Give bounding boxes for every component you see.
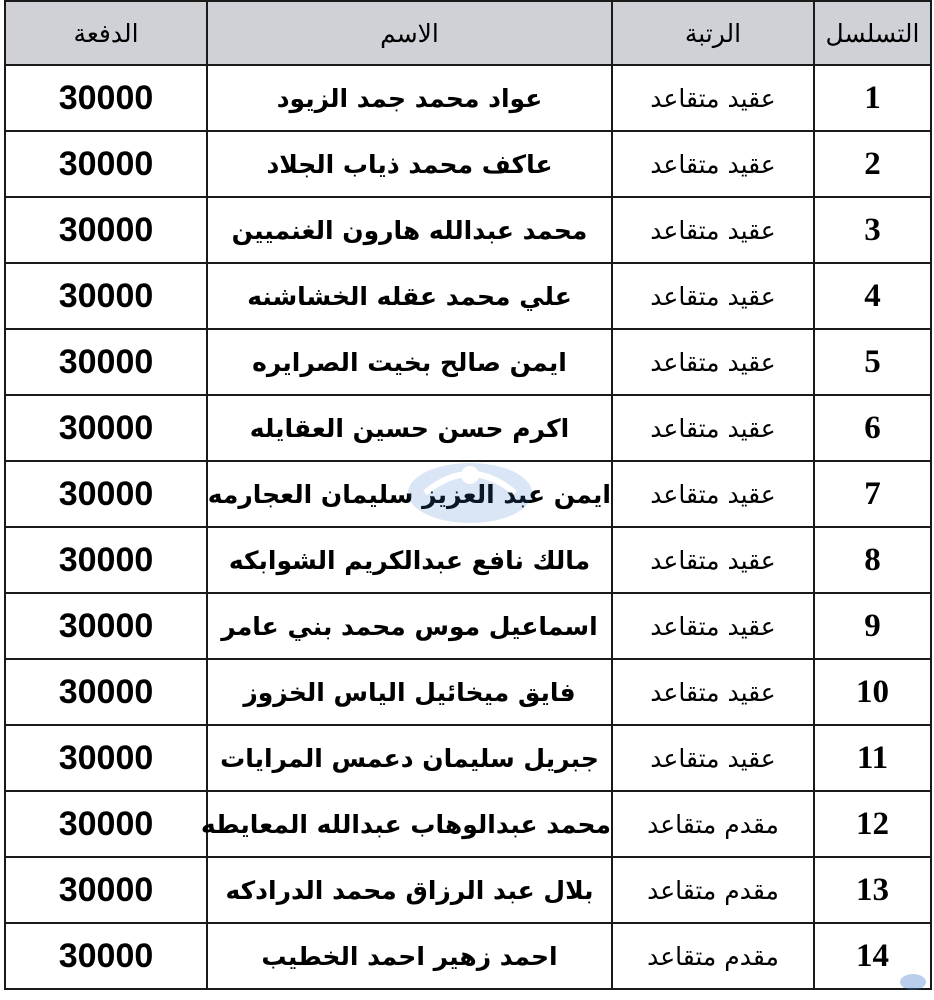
payment-cell: 30000 — [5, 197, 207, 263]
name-cell: احمد زهير احمد الخطيب — [207, 923, 612, 989]
table-row — [5, 791, 931, 857]
serial-cell: 1 — [814, 65, 931, 131]
name-cell: مالك نافع عبدالكريم الشوابكه — [207, 527, 612, 593]
table-row — [5, 131, 931, 197]
rank-cell: عقيد متقاعد — [612, 131, 814, 197]
rank-cell: عقيد متقاعد — [612, 659, 814, 725]
table-row — [5, 923, 931, 989]
payment-cell: 30000 — [5, 131, 207, 197]
payment-cell: 30000 — [5, 461, 207, 527]
table-row — [5, 527, 931, 593]
rank-cell: عقيد متقاعد — [612, 329, 814, 395]
payment-cell: 30000 — [5, 593, 207, 659]
rank-cell: عقيد متقاعد — [612, 461, 814, 527]
payment-cell: 30000 — [5, 923, 207, 989]
name-cell: بلال عبد الرزاق محمد الدرادكه — [207, 857, 612, 923]
name-cell: جبريل سليمان دعمس المرايات — [207, 725, 612, 791]
table-row — [5, 263, 931, 329]
rank-cell: عقيد متقاعد — [612, 395, 814, 461]
serial-cell: 13 — [814, 857, 931, 923]
table-row — [5, 857, 931, 923]
serial-cell: 7 — [814, 461, 931, 527]
name-cell: محمد عبدالله هارون الغنميين — [207, 197, 612, 263]
serial-cell: 6 — [814, 395, 931, 461]
payment-cell: 30000 — [5, 329, 207, 395]
header-payment: الدفعة — [5, 1, 207, 65]
name-cell: ايمن عبد العزيز سليمان العجارمه — [207, 461, 612, 527]
payment-cell: 30000 — [5, 395, 207, 461]
name-cell: اكرم حسن حسين العقايله — [207, 395, 612, 461]
serial-cell: 10 — [814, 659, 931, 725]
rank-cell: عقيد متقاعد — [612, 593, 814, 659]
table-row — [5, 725, 931, 791]
serial-cell: 4 — [814, 263, 931, 329]
rank-cell: عقيد متقاعد — [612, 527, 814, 593]
serial-cell: 5 — [814, 329, 931, 395]
serial-cell: 8 — [814, 527, 931, 593]
name-cell: اسماعيل موس محمد بني عامر — [207, 593, 612, 659]
table-row — [5, 197, 931, 263]
table-row — [5, 329, 931, 395]
header-rank: الرتبة — [612, 1, 814, 65]
corner-watermark-icon — [898, 970, 928, 992]
name-cell: علي محمد عقله الخشاشنه — [207, 263, 612, 329]
table-row — [5, 593, 931, 659]
payment-cell: 30000 — [5, 263, 207, 329]
payment-cell: 30000 — [5, 725, 207, 791]
serial-cell: 9 — [814, 593, 931, 659]
rank-cell: عقيد متقاعد — [612, 725, 814, 791]
serial-cell: 14 — [814, 923, 931, 989]
payment-cell: 30000 — [5, 791, 207, 857]
table-row — [5, 461, 931, 527]
serial-cell: 2 — [814, 131, 931, 197]
table-row — [5, 659, 931, 725]
name-cell: محمد عبدالوهاب عبدالله المعايطه — [207, 791, 612, 857]
payment-cell: 30000 — [5, 527, 207, 593]
rank-cell: مقدم متقاعد — [612, 923, 814, 989]
payment-cell: 30000 — [5, 65, 207, 131]
rank-cell: عقيد متقاعد — [612, 65, 814, 131]
payment-cell: 30000 — [5, 659, 207, 725]
table-row — [5, 65, 931, 131]
name-cell: فايق ميخائيل الياس الخزوز — [207, 659, 612, 725]
serial-cell: 11 — [814, 725, 931, 791]
serial-cell: 3 — [814, 197, 931, 263]
payment-cell: 30000 — [5, 857, 207, 923]
header-serial: التسلسل — [814, 1, 931, 65]
retirees-payment-table — [4, 0, 932, 990]
name-cell: عواد محمد جمد الزيود — [207, 65, 612, 131]
table-row — [5, 395, 931, 461]
rank-cell: مقدم متقاعد — [612, 857, 814, 923]
rank-cell: عقيد متقاعد — [612, 197, 814, 263]
rank-cell: مقدم متقاعد — [612, 791, 814, 857]
rank-cell: عقيد متقاعد — [612, 263, 814, 329]
name-cell: عاكف محمد ذياب الجلاد — [207, 131, 612, 197]
name-cell: ايمن صالح بخيت الصرايره — [207, 329, 612, 395]
table-header-row — [5, 1, 931, 65]
header-name: الاسم — [207, 1, 612, 65]
serial-cell: 12 — [814, 791, 931, 857]
